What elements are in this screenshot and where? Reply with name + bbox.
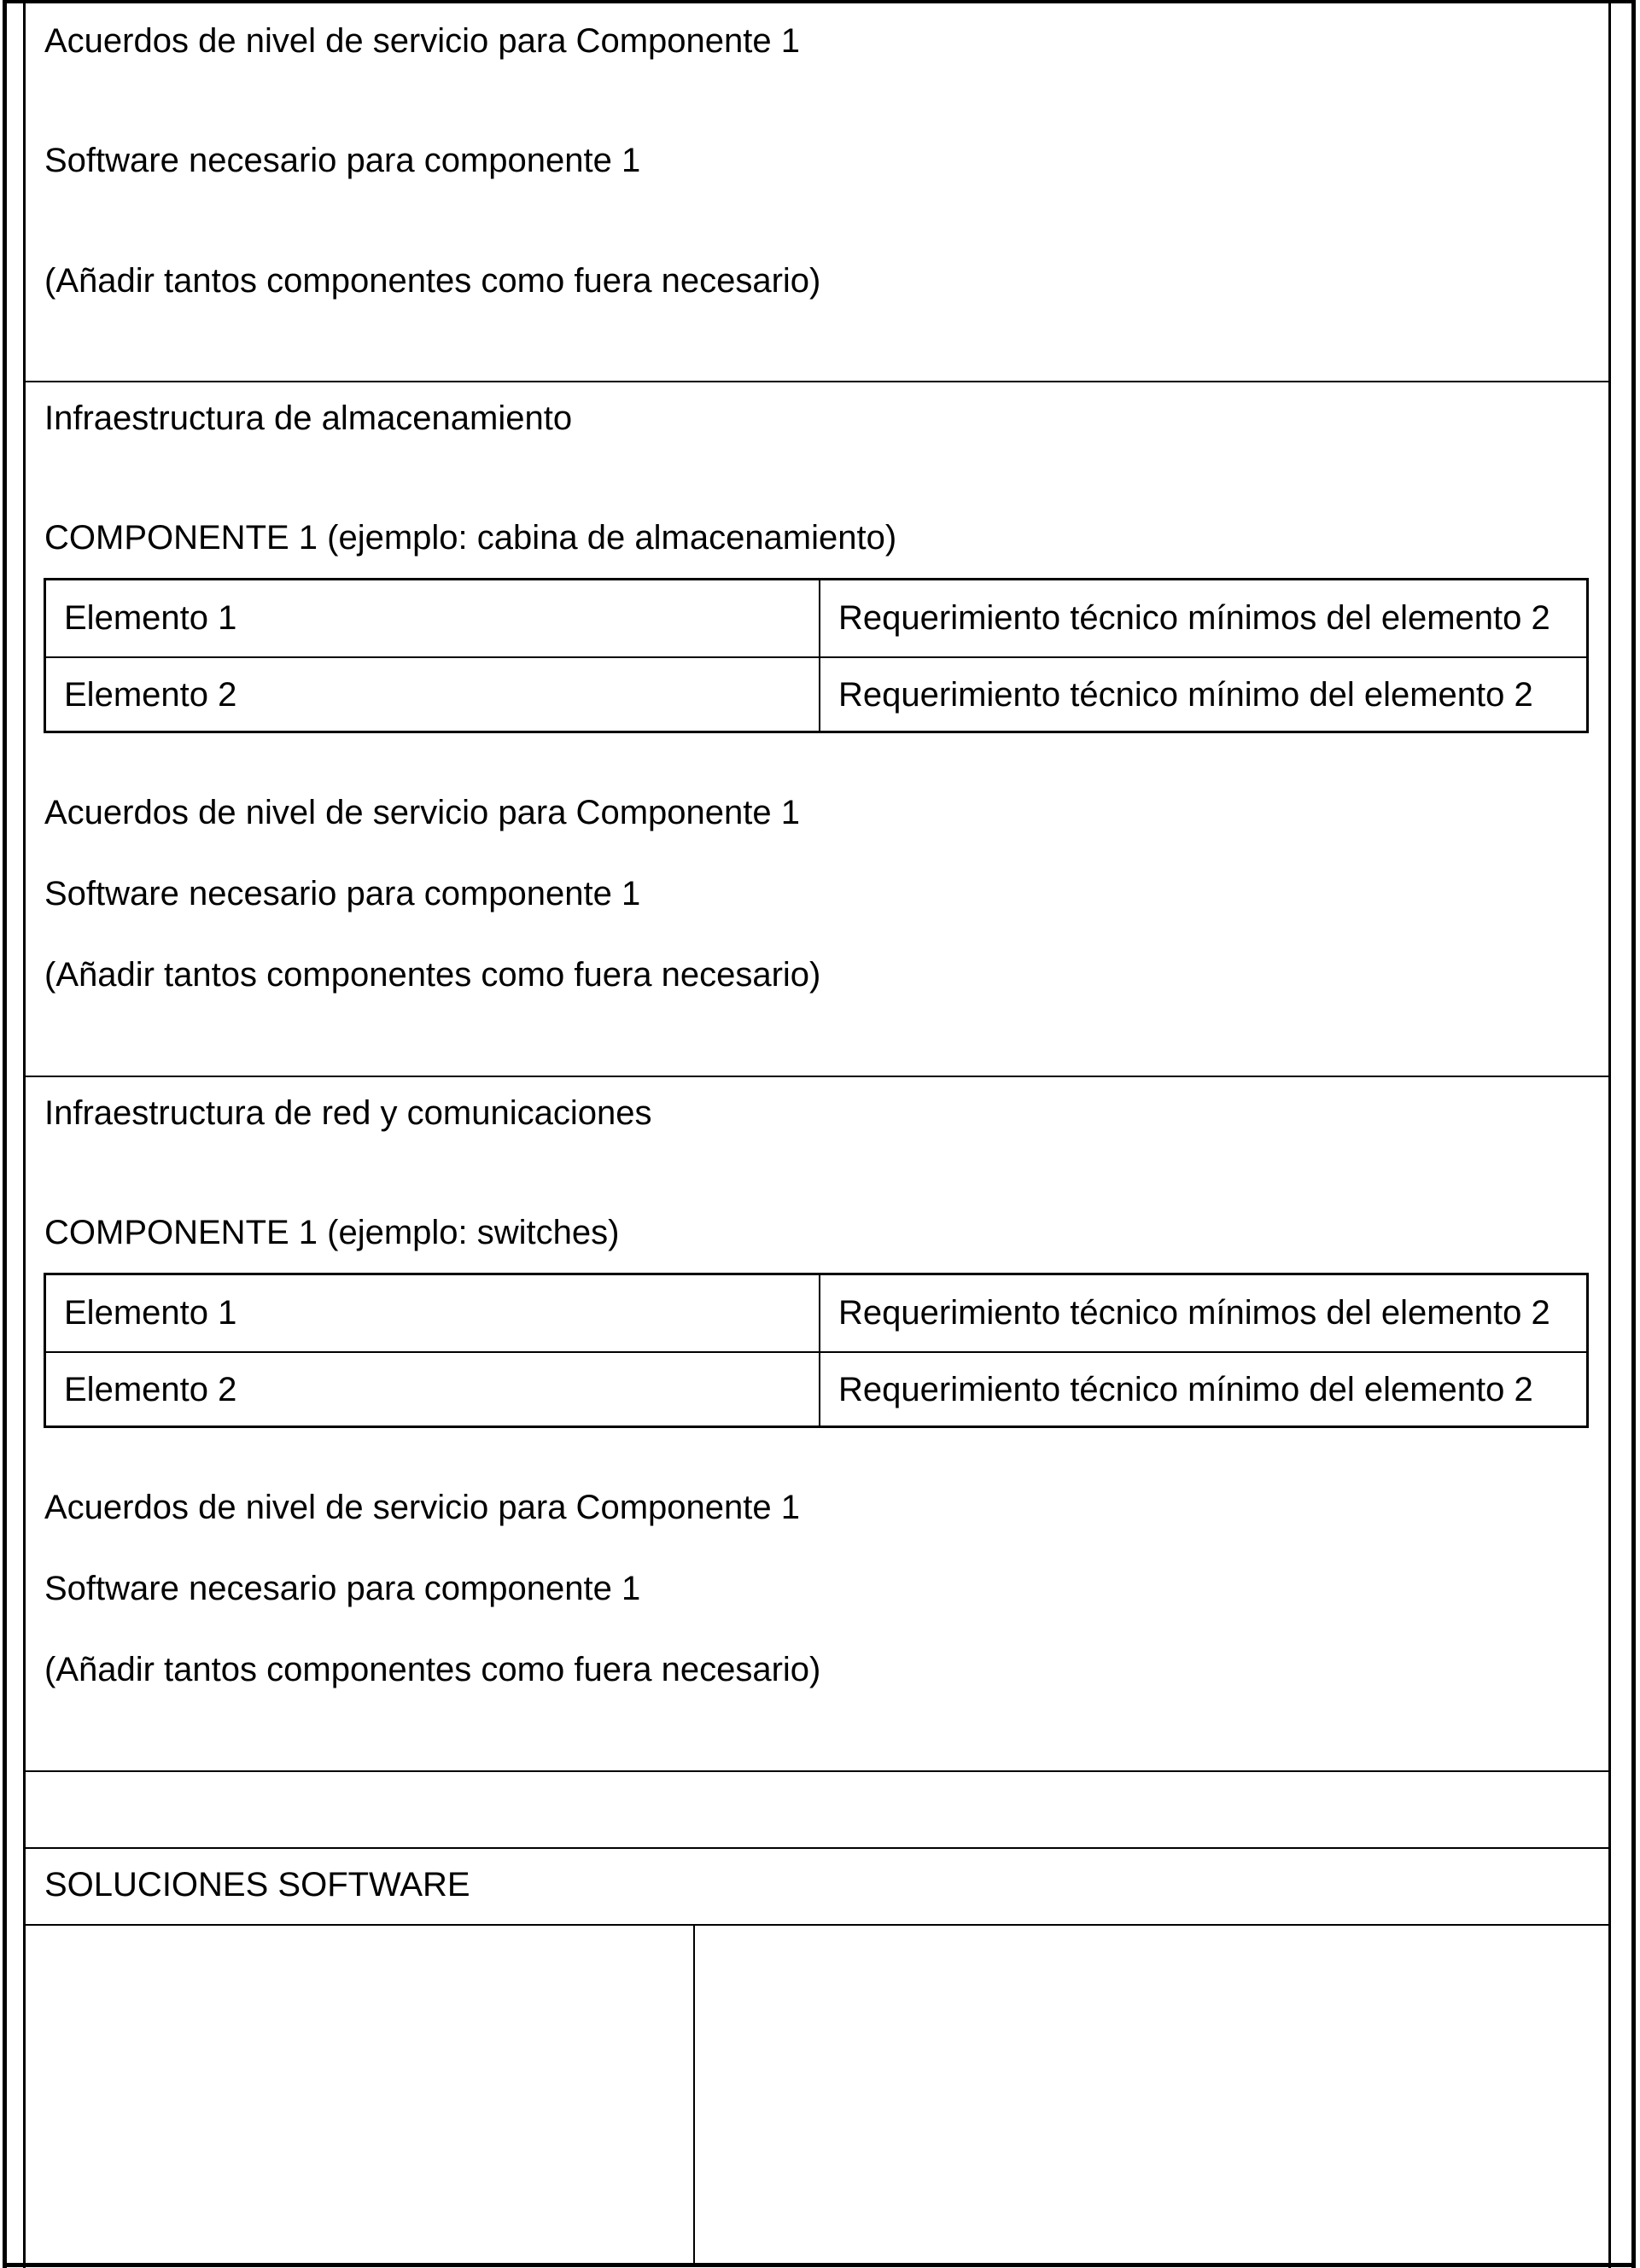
storage-sla-text: Acuerdos de nivel de servicio para Componente 1	[44, 794, 800, 831]
storage-heading: Infraestructura de almacenamiento	[44, 399, 573, 437]
storage-row-2-element: Elemento 2	[64, 676, 237, 714]
top-border	[3, 0, 1636, 3]
inner-right-border	[1608, 0, 1611, 2268]
network-table-row-divider	[46, 1351, 1586, 1353]
storage-elements-table	[44, 578, 1589, 733]
top-software-text: Software necesario para componente 1	[44, 142, 641, 179]
divider-empty-row	[24, 1770, 1610, 1772]
divider-storage	[24, 381, 1610, 382]
top-sla-text: Acuerdos de nivel de servicio para Componente 1	[44, 22, 800, 60]
storage-table-column-divider	[819, 580, 820, 731]
network-row-2-element: Elemento 2	[64, 1371, 237, 1408]
network-row-2-requirement: Requerimiento técnico mínimo del elemento 2	[838, 1371, 1533, 1408]
software-heading: SOLUCIONES SOFTWARE	[44, 1866, 470, 1904]
network-heading: Infraestructura de red y comunicaciones	[44, 1094, 652, 1132]
storage-component-title: COMPONENTE 1 (ejemplo: cabina de almacenamiento)	[44, 519, 897, 557]
divider-software-heading	[24, 1847, 1610, 1849]
network-table-column-divider	[819, 1275, 820, 1426]
bottom-border	[3, 2263, 1636, 2267]
network-sla-text: Acuerdos de nivel de servicio para Componente 1	[44, 1489, 800, 1526]
outer-right-border	[1631, 0, 1636, 2268]
storage-add-more-text: (Añadir tantos componentes como fuera necesario)	[44, 956, 821, 994]
network-elements-table	[44, 1273, 1589, 1428]
network-software-text: Software necesario para componente 1	[44, 1570, 641, 1607]
network-component-title: COMPONENTE 1 (ejemplo: switches)	[44, 1214, 620, 1251]
inner-left-border	[23, 0, 26, 2268]
software-column-divider	[693, 1924, 695, 2265]
top-add-more-text: (Añadir tantos componentes como fuera necesario)	[44, 262, 821, 300]
divider-network	[24, 1076, 1610, 1077]
storage-row-2-requirement: Requerimiento técnico mínimo del elemento 2	[838, 676, 1533, 714]
outer-left-border	[3, 0, 7, 2268]
storage-table-row-divider	[46, 656, 1586, 658]
storage-row-1-element: Elemento 1	[64, 599, 237, 637]
network-row-1-element: Elemento 1	[64, 1294, 237, 1332]
storage-software-text: Software necesario para componente 1	[44, 875, 641, 912]
divider-software-body	[24, 1924, 1610, 1926]
network-row-1-requirement: Requerimiento técnico mínimos del elemento 2	[838, 1294, 1550, 1332]
network-add-more-text: (Añadir tantos componentes como fuera necesario)	[44, 1651, 821, 1688]
storage-row-1-requirement: Requerimiento técnico mínimos del elemento 2	[838, 599, 1550, 637]
